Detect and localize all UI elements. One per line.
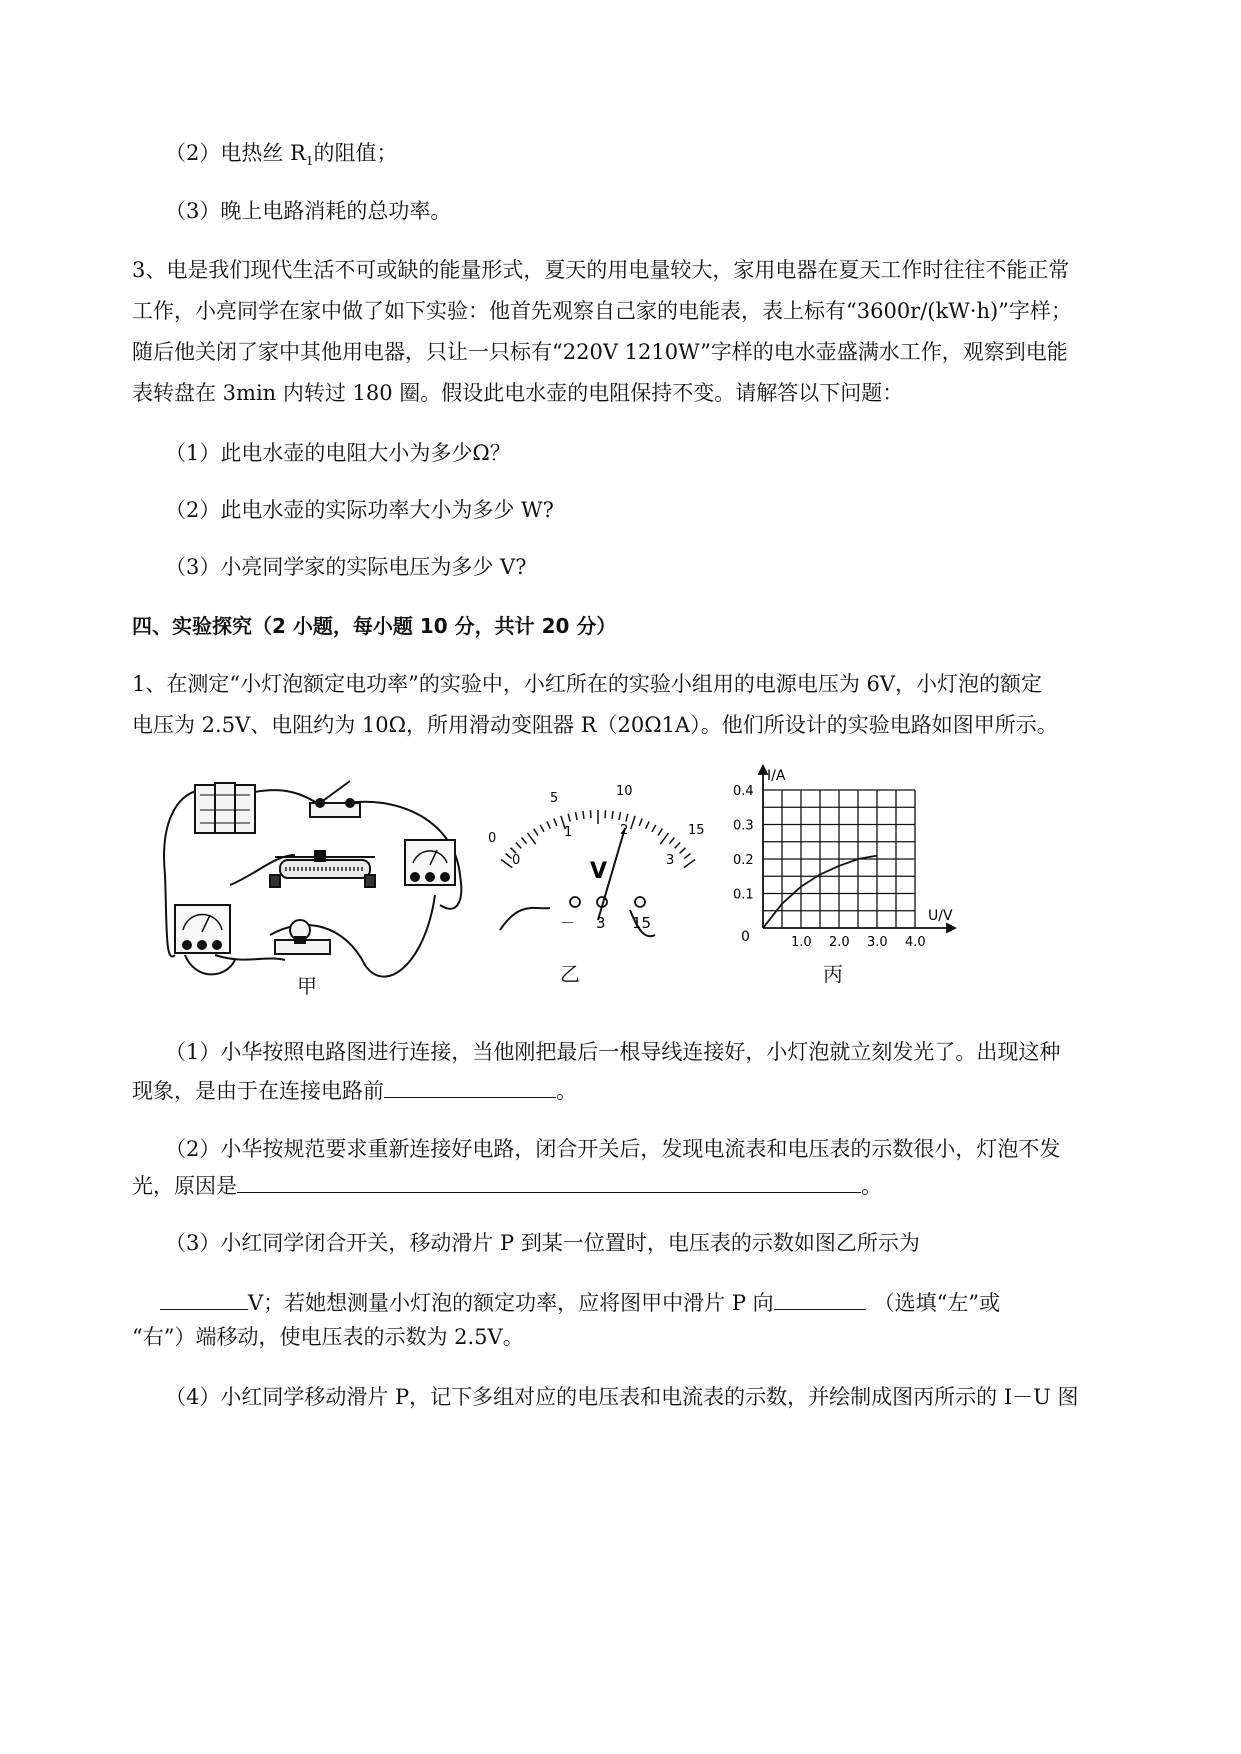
section-4-line-2: 电压为 2.5V、电阻约为 10Ω，所用滑动变阻器 R（20Ω1A）。他们所设计的实验电路如图甲所示。 xyxy=(132,713,1058,737)
meter-tick xyxy=(626,814,628,822)
e2-text: 光，原因是 xyxy=(132,1174,237,1198)
problem-3-line-1: 3、电是我们现代生活不可或缺的能量形式，夏天的用电量较大，家用电器在夏天工作时往往不能正常 xyxy=(132,258,1070,282)
experiment-q4-line-1: （4）小红同学移动滑片 P，记下多组对应的电压表和电流表的示数，并绘制成图丙所示的 I－U 图 xyxy=(165,1385,1079,1409)
bulb-icon xyxy=(275,920,330,954)
x-tick-label: 2.0 xyxy=(829,935,850,950)
figure-jia xyxy=(155,765,475,1005)
meter-tick xyxy=(658,829,662,836)
q2-text: （2）电热丝 R xyxy=(165,141,306,165)
meter-tick xyxy=(669,838,674,844)
meter-tick xyxy=(612,811,613,819)
terminal-minus: － xyxy=(560,914,576,932)
x-tick-label: 3.0 xyxy=(867,935,888,950)
e3-text-b: （选填“左”或 xyxy=(873,1291,1001,1315)
problem-3-q1: （1）此电水壶的电阻大小为多少Ω？ xyxy=(165,441,511,465)
meter-top-0: 0 xyxy=(488,831,497,846)
meter-tick xyxy=(680,848,686,853)
meter-tick xyxy=(506,854,512,859)
e1-end: 。 xyxy=(556,1079,577,1103)
answer-blank-1[interactable] xyxy=(384,1075,556,1098)
meter-tick xyxy=(652,825,656,832)
figure-bing xyxy=(725,760,975,1005)
x-tick-label: 4.0 xyxy=(905,935,926,950)
meter-bottom-2: 2 xyxy=(620,823,629,838)
meter-tick xyxy=(660,833,668,844)
meter-tick xyxy=(522,838,527,844)
rheostat-icon xyxy=(270,851,375,887)
experiment-q1-line-2 xyxy=(132,1075,577,1106)
experiment-q1-line-1: （1）小华按照电路图进行连接，当他刚把最后一根导线连接好，小灯泡就立刻发光了。出现这种 xyxy=(165,1040,1061,1064)
meter-tick xyxy=(527,833,535,844)
q2-rest: 的阻值； xyxy=(313,141,398,165)
question-2-line xyxy=(165,138,398,176)
meter-bottom-0: 0 xyxy=(512,853,521,868)
voltmeter-icon xyxy=(405,840,455,885)
figure-yi-label: 乙 xyxy=(560,962,580,986)
experiment-q3-line-1: （3）小红同学闭合开关，移动滑片 P 到某一位置时，电压表的示数如图乙所示为 xyxy=(165,1231,920,1255)
graph-ylabel: I/A xyxy=(767,768,786,784)
e2-end: 。 xyxy=(861,1174,882,1198)
meter-tick xyxy=(547,821,550,828)
problem-3-line-2: 工作，小亮同学在家中做了如下实验：他首先观察自己家的电能表，表上标有“3600r/(kW·h)”字样； xyxy=(132,299,1072,323)
e1-text: 现象，是由于在连接电路前 xyxy=(132,1079,384,1103)
answer-blank-3[interactable] xyxy=(160,1287,248,1310)
ammeter-icon xyxy=(175,905,230,953)
problem-3-q2: （2）此电水壶的实际功率大小为多少 W? xyxy=(165,498,554,522)
section-4-line-1: 1、在测定“小灯泡额定电功率”的实验中，小红所在的实验小组用的电源电压为 6V，小灯泡的额定 xyxy=(132,672,1043,696)
meter-tick xyxy=(540,825,544,832)
problem-3-q3: （3）小亮同学家的实际电压为多少 V? xyxy=(165,555,527,579)
meter-top-5: 5 xyxy=(550,791,559,806)
meter-bottom-1: 1 xyxy=(564,825,573,840)
meter-tick xyxy=(534,829,538,836)
meter-tick xyxy=(568,814,570,822)
question-3-line: （3）晚上电路消耗的总功率。 xyxy=(165,199,452,223)
meter-tick xyxy=(646,821,649,828)
y-tick-label: 0.3 xyxy=(733,818,754,834)
meter-tick xyxy=(583,811,584,819)
meter-symbol-v: V xyxy=(590,859,608,884)
graph-origin: 0 xyxy=(741,929,750,945)
answer-blank-4[interactable] xyxy=(774,1287,866,1310)
battery-icon xyxy=(195,783,255,833)
meter-tick xyxy=(576,812,577,820)
meter-tick xyxy=(631,816,635,829)
problem-3-line-3: 随后他关闭了家中其他用电器，只让一只标有“220V 1210W”字样的电水壶盛满水工作，观察到电能 xyxy=(132,340,1068,364)
answer-blank-2[interactable] xyxy=(237,1170,861,1193)
meter-tick xyxy=(684,859,695,867)
q2-subscript: 1 xyxy=(305,154,314,169)
graph-xlabel: U/V xyxy=(928,908,953,924)
e3-text-a: V；若她想测量小灯泡的额定功率，应将图甲中滑片 P 向 xyxy=(248,1291,774,1315)
meter-tick xyxy=(619,812,620,820)
meter-tick xyxy=(675,843,680,849)
meter-tick xyxy=(684,854,690,859)
problem-3-line-4: 表转盘在 3min 内转过 180 圈。假设此电水壶的电阻保持不变。请解答以下问题： xyxy=(132,381,904,405)
meter-tick xyxy=(554,818,557,825)
meter-tick xyxy=(590,810,591,818)
meter-top-10: 10 xyxy=(616,784,633,799)
meter-tick xyxy=(516,843,521,849)
x-tick-label: 1.0 xyxy=(791,935,812,950)
y-tick-label: 0.4 xyxy=(733,784,754,799)
experiment-q3-line-3: “右”）端移动，使电压表的示数为 2.5V。 xyxy=(132,1325,524,1349)
meter-tick xyxy=(501,859,512,867)
experiment-q3-line-2 xyxy=(160,1287,1000,1318)
meter-bottom-3: 3 xyxy=(666,853,675,868)
terminal-3: 3 xyxy=(596,914,606,932)
y-tick-label: 0.1 xyxy=(733,887,754,903)
figure-jia-label: 甲 xyxy=(297,974,317,998)
circuit-apparatus-drawing xyxy=(155,765,475,1005)
meter-tick xyxy=(605,810,606,818)
figure-bing-label: 丙 xyxy=(823,962,843,986)
switch-icon xyxy=(310,781,360,817)
figure-yi xyxy=(480,770,720,1000)
terminal-15: 15 xyxy=(632,914,652,932)
experiment-q2-line-2 xyxy=(132,1170,882,1201)
voltmeter-scale-drawing xyxy=(480,770,720,970)
meter-top-15: 15 xyxy=(688,823,705,838)
section-4-heading: 四、实验探究（2 小题，每小题 10 分，共计 20 分） xyxy=(132,614,617,638)
meter-tick xyxy=(639,818,642,825)
y-tick-label: 0.2 xyxy=(733,853,754,868)
experiment-q2-line-1: （2）小华按规范要求重新连接好电路，闭合开关后，发现电流表和电压表的示数很小，灯泡不发 xyxy=(165,1137,1061,1161)
iu-graph xyxy=(725,760,975,970)
